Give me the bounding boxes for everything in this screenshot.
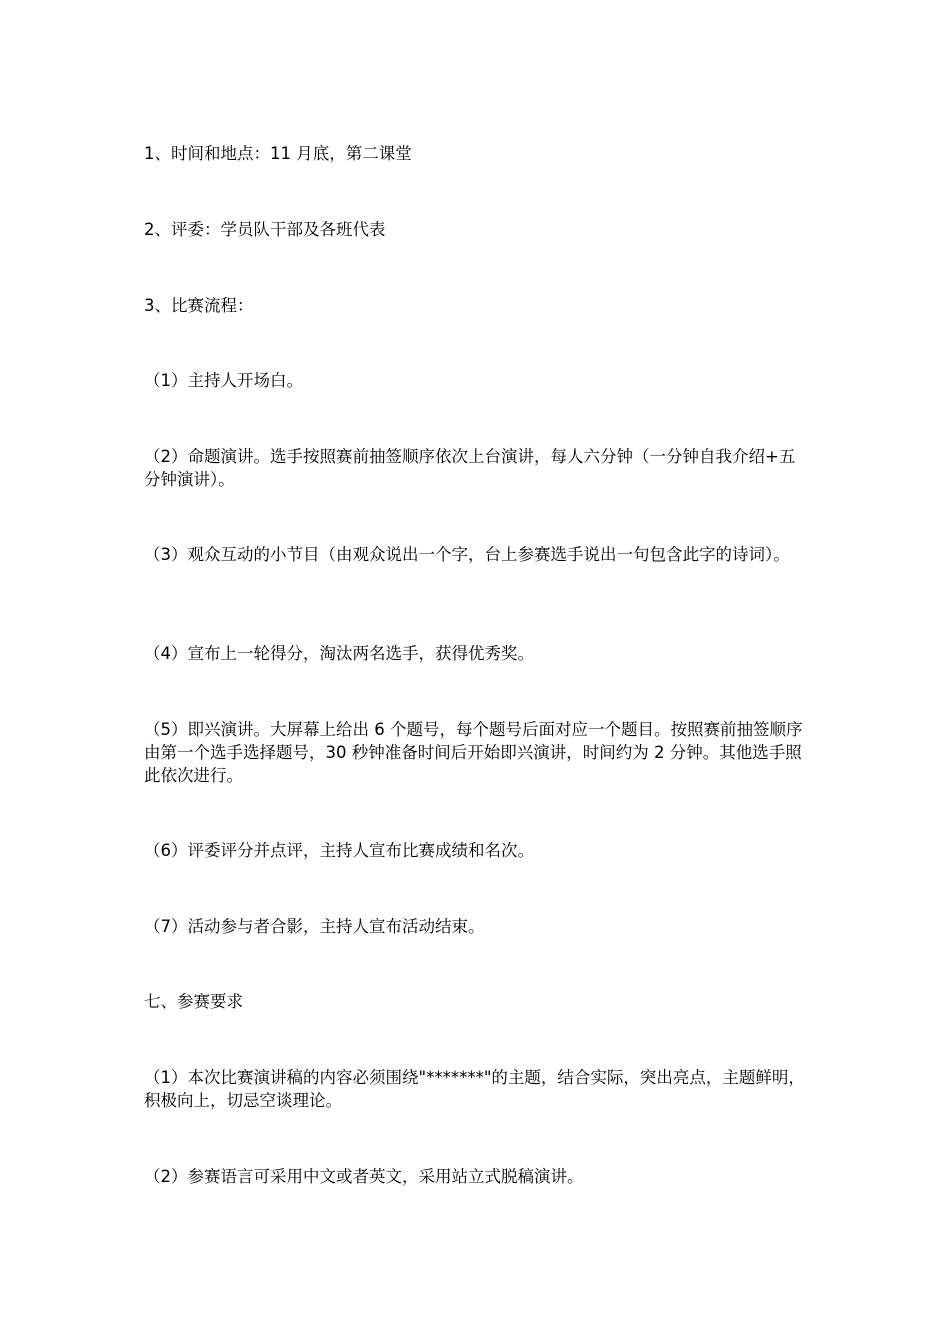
judges-line: 2、评委：学员队干部及各班代表 [144, 220, 386, 239]
section-heading-requirements: 七、参赛要求 [144, 992, 243, 1011]
process-step-4: （4）宣布上一轮得分，淘汰两名选手，获得优秀奖。 [144, 644, 534, 663]
process-step-3: （3）观众互动的小节目（由观众说出一个字，台上参赛选手说出一句包含此字的诗词）。 [144, 545, 790, 564]
process-step-7: （7）活动参与者合影，主持人宣布活动结束。 [144, 917, 485, 936]
process-step-6: （6）评委评分并点评，主持人宣布比赛成绩和名次。 [144, 841, 534, 860]
process-step-2: （2）命题演讲。选手按照赛前抽签顺序依次上台演讲，每人六分钟（一分钟自我介绍+五分钟演讲）。 [144, 447, 796, 489]
process-step-1: （1）主持人开场白。 [144, 371, 303, 390]
requirement-2: （2）参赛语言可采用中文或者英文，采用站立式脱稿演讲。 [144, 1167, 584, 1186]
time-and-place-line: 1、时间和地点：11 月底，第二课堂 [144, 144, 412, 163]
process-step-5: （5）即兴演讲。大屏幕上给出 6 个题号，每个题号后面对应一个题目。按照赛前抽签顺序由第一个选手选择题号，30 秒钟准备时间后开始即兴演讲，时间约为 2 分钟。其他选手照此依次进行。 [144, 720, 803, 785]
requirement-1: （1）本次比赛演讲稿的内容必须围绕"*******"的主题，结合实际，突出亮点，主题鲜明，积极向上，切忌空谈理论。 [144, 1068, 805, 1110]
competition-process-heading: 3、比赛流程： [144, 296, 254, 315]
